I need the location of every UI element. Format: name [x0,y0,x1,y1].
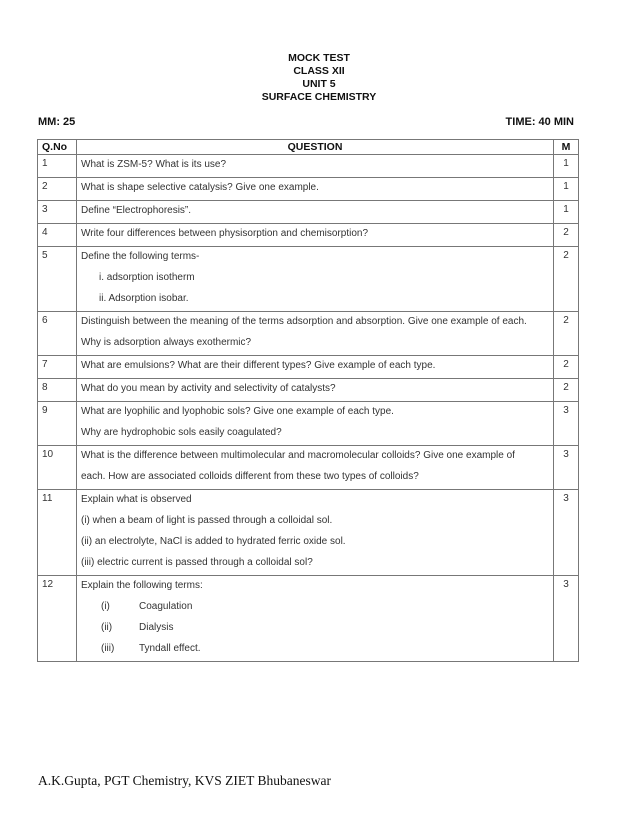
question-text [77,247,554,312]
table-row [38,379,579,402]
question-marks: 2 [554,356,579,379]
question-marks: 2 [554,379,579,402]
question-text [77,490,554,576]
term-number: (i) [101,601,110,612]
question-marks: 3 [554,402,579,446]
question-number: 2 [38,178,77,201]
test-header [0,52,638,104]
col-header-question: QUESTION [77,140,554,155]
question-line: Distinguish between the meaning of the terms adsorption and absorption. Give one example of each. [81,316,527,327]
header-unit: UNIT 5 [302,78,336,90]
question-line: Define “Electrophoresis”. [81,205,192,216]
question-number: 12 [38,576,77,662]
question-line: (iii) electric current is passed through a colloidal sol? [81,557,313,568]
question-number: 11 [38,490,77,576]
term-text: Tyndall effect. [139,643,201,654]
table-row [38,312,579,356]
question-text [77,178,554,201]
question-marks: 3 [554,576,579,662]
term-item [81,642,549,659]
question-number: 8 [38,379,77,402]
col-header-qno: Q.No [38,140,77,155]
question-text [77,446,554,490]
max-marks: MM: 25 [38,116,76,128]
question-number: 4 [38,224,77,247]
question-line: What is the difference between multimolecular and macromolecular colloids? Give one example of [81,450,515,461]
question-subitem: i. adsorption isotherm [99,272,195,283]
question-number: 7 [38,356,77,379]
question-text [77,155,554,178]
question-marks: 2 [554,247,579,312]
question-marks: 2 [554,224,579,247]
question-number: 3 [38,201,77,224]
table-row [38,356,579,379]
table-row [38,155,579,178]
author-footer: A.K.Gupta, PGT Chemistry, KVS ZIET Bhubaneswar [38,773,331,788]
question-line: What are emulsions? What are their different types? Give example of each type. [81,360,436,371]
term-text: Coagulation [139,601,193,612]
question-number: 10 [38,446,77,490]
question-line: Why are hydrophobic sols easily coagulated? [81,427,282,438]
question-text [77,224,554,247]
question-marks: 3 [554,446,579,490]
question-text [77,312,554,356]
time-limit: TIME: 40 MIN [505,116,574,128]
question-table [37,139,579,662]
question-line: What are lyophilic and lyophobic sols? Give one example of each type. [81,406,394,417]
question-line: Define the following terms- [81,251,200,262]
question-marks: 1 [554,201,579,224]
table-row [38,446,579,490]
question-line: (ii) an electrolyte, NaCl is added to hydrated ferric oxide sol. [81,536,346,547]
question-text [77,402,554,446]
question-line: Why is adsorption always exothermic? [81,337,252,348]
table-row [38,247,579,312]
question-line: (i) when a beam of light is passed through a colloidal sol. [81,515,333,526]
question-text [77,356,554,379]
table-row [38,576,579,662]
question-line: What is ZSM-5? What is its use? [81,159,227,170]
term-number: (iii) [101,643,115,654]
col-header-marks: M [554,140,579,155]
table-row [38,224,579,247]
question-line: Write four differences between physisorption and chemisorption? [81,228,369,239]
table-header-row [38,140,579,155]
question-marks: 3 [554,490,579,576]
question-line: Explain what is observed [81,494,192,505]
question-line: Explain the following terms: [81,580,203,591]
header-subject: SURFACE CHEMISTRY [261,91,377,103]
question-line: What is shape selective catalysis? Give one example. [81,182,319,193]
question-text [77,201,554,224]
term-item [81,600,549,621]
table-row [38,402,579,446]
test-meta [38,116,574,128]
header-class: CLASS XII [293,65,345,77]
question-marks: 1 [554,178,579,201]
question-number: 1 [38,155,77,178]
question-line: What do you mean by activity and selectivity of catalysts? [81,383,336,394]
question-marks: 2 [554,312,579,356]
question-subitem: ii. Adsorption isobar. [99,293,189,304]
table-row [38,178,579,201]
term-text: Dialysis [139,622,174,633]
question-number: 9 [38,402,77,446]
term-item [81,621,549,642]
question-number: 6 [38,312,77,356]
table-row [38,490,579,576]
question-text [77,576,554,662]
question-number: 5 [38,247,77,312]
question-text [77,379,554,402]
table-row [38,201,579,224]
term-number: (ii) [101,622,113,633]
question-line: each. How are associated colloids different from these two types of colloids? [81,471,419,482]
question-marks: 1 [554,155,579,178]
header-title: MOCK TEST [288,52,350,64]
